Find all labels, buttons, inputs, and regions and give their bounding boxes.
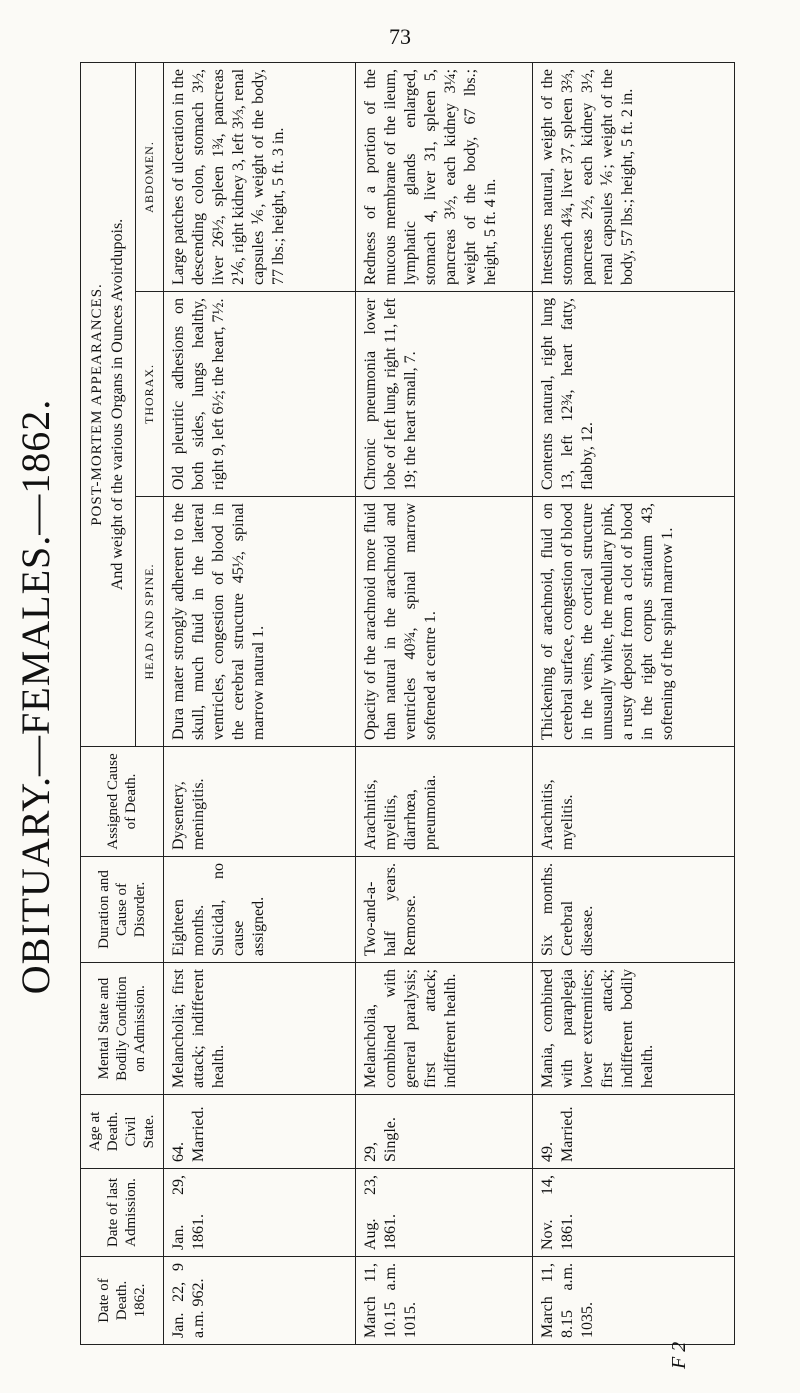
cell-head-spine: Opacity of the arachnoid more fluid than natural in the arachnoid and ventricles 40¾, spinal marrow softened at centre 1. — [356, 497, 532, 747]
cell-duration-cause: Two-and-a-half years. Remorse. — [356, 857, 532, 963]
cell-date-of-death: March 11, 10.15 a.m. 1015. — [356, 1257, 532, 1345]
header-post-mortem — [81, 62, 136, 746]
cell-age-state: 29, Single. — [356, 1095, 532, 1169]
cell-duration-cause: Six months. Cerebral disease. — [532, 857, 735, 963]
cell-abdomen: Large patches of ulceration in the descending colon, stomach 3½, liver 26½, spleen 1¾, pancreas 2⅙, right kidney 3, left 3⅓, renal capsules ⅙, weight of the body, 77 lbs.; height, 5 ft. 3 in. — [164, 62, 356, 291]
signature-mark: F 2 — [668, 1341, 690, 1369]
cell-mental-state: Melancholia, combined with general paralysis; first attack; indifferent health. — [356, 963, 532, 1095]
cell-duration-cause: Eighteen months. Suicidal, no cause assigned. — [164, 857, 356, 963]
cell-head-spine: Dura mater strongly adherent to the skull, much fluid in the lateral ventricles, congestion of blood in the cerebral structure 45½, spinal marrow natural 1. — [164, 497, 356, 747]
cell-date-of-admission: Aug. 23, 1861. — [356, 1169, 532, 1257]
header-assigned-cause: Assigned Cause of Death. — [81, 747, 164, 857]
cell-mental-state: Mania, combined with paraplegia lower extremities; first attack; indifferent bodily health. — [532, 963, 735, 1095]
post-mortem-subtitle: And weight of the various Organs in Ounces Avoirdupois. — [109, 218, 127, 591]
cell-age-state: 64. Married. — [164, 1095, 356, 1169]
cell-thorax: Old pleuritic adhesions on both sides, lungs healthy, right 9, left 6½; the heart, 7½. — [164, 292, 356, 497]
cell-thorax: Chronic pneumonia lower lobe of left lung, right 11, left 19; the heart small, 7. — [356, 292, 532, 497]
cell-date-of-death: March 11, 8.15 a.m. 1035. — [532, 1257, 735, 1345]
cell-head-spine: Thickening of arachnoid, fluid on cerebral surface, congestion of blood in the veins, the cortical structure unusually white, the medullary pink, a rusty deposit from a clot of blood in the right corpus striatum 43, softening of the spinal marrow 1. — [532, 497, 735, 747]
header-thorax: THORAX. — [136, 292, 164, 497]
cell-date-of-death: Jan. 22, 9 a.m. 962. — [164, 1257, 356, 1345]
post-mortem-title: POST-MORTEM APPEARANCES. — [89, 283, 106, 526]
table-row — [532, 62, 735, 1344]
header-date-of-admission: Date of last Admission. — [81, 1169, 164, 1257]
header-age-civil-state: Age at Death. Civil State. — [81, 1095, 164, 1169]
cell-date-of-admission: Nov. 14, 1861. — [532, 1169, 735, 1257]
header-row-1 — [81, 62, 136, 1344]
cell-assigned-cause: Arachnitis, myelitis. — [532, 747, 735, 857]
table-row — [164, 62, 356, 1344]
cell-date-of-admission: Jan. 29, 1861. — [164, 1169, 356, 1257]
cell-thorax: Contents natural, right lung 13, left 12¾, heart fatty, flabby, 12. — [532, 292, 735, 497]
header-mental-state: Mental State and Bodily Condition on Admission. — [81, 963, 164, 1095]
table-row — [356, 62, 532, 1344]
cell-abdomen: Redness of a portion of the mucous membrane of the ileum, lymphatic glands enlarged, stomach 4, liver 31, spleen 5, pancreas 3½, each kidney 3¼; weight of the body, 67 lbs.; height, 5 ft. 4 in. — [356, 62, 532, 291]
obituary-table — [80, 62, 735, 1345]
header-duration-cause: Duration and Cause of Disorder. — [81, 857, 164, 963]
cell-age-state: 49. Married. — [532, 1095, 735, 1169]
cell-abdomen: Intestines natural, weight of the stomach 4¾, liver 37, spleen 3⅔, pancreas 2½, each kidney 3½, renal capsules ⅙; weight of the body, 57 lbs.; height, 5 ft. 2 in. — [532, 62, 735, 291]
cell-mental-state: Melancholia; first attack; indifferent health. — [164, 963, 356, 1095]
header-abdomen: ABDOMEN. — [136, 62, 164, 291]
header-head-spine: HEAD AND SPINE. — [136, 497, 164, 747]
header-date-of-death: Date of Death. 1862. — [81, 1257, 164, 1345]
page-number: 73 — [389, 24, 411, 49]
cell-assigned-cause: Dysentery, meningitis. — [164, 747, 356, 857]
cell-assigned-cause: Arachnitis, myelitis, diarrhœa, pneumonia. — [356, 747, 532, 857]
page-title: OBITUARY.—FEMALES.—1862. — [13, 398, 58, 995]
